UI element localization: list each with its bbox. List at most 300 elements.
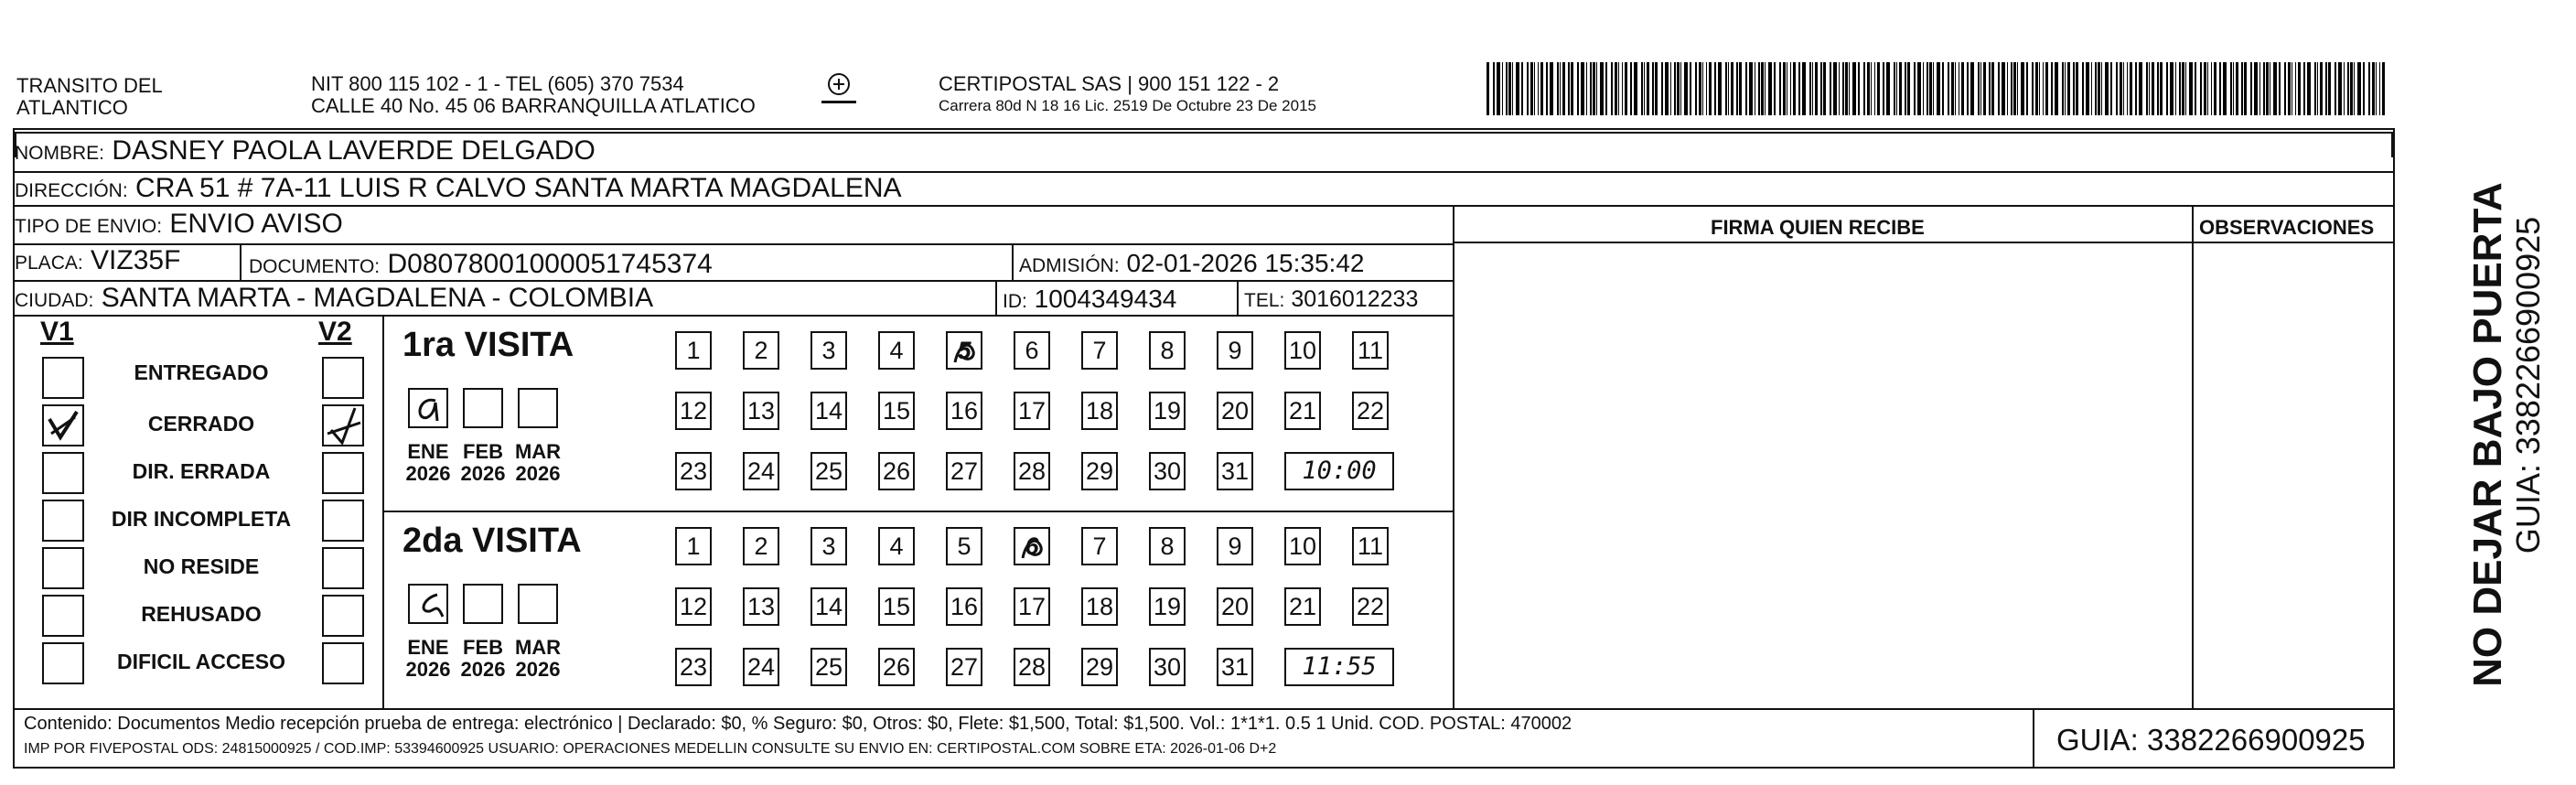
barcode-bar — [2347, 62, 2349, 115]
barcode-bar — [1655, 62, 1658, 115]
nit-line: NIT 800 115 102 - 1 - TEL (605) 370 7534 — [311, 72, 684, 95]
barcode-bar — [1527, 62, 1529, 115]
barcode-bar — [1978, 62, 1980, 115]
barcode-bar — [1695, 62, 1697, 115]
day-box[interactable]: 23 — [675, 648, 712, 686]
barcode-bar — [1590, 62, 1592, 115]
barcode-bar — [2157, 62, 2159, 115]
v1-checkbox[interactable] — [42, 452, 84, 494]
day-box[interactable]: 24 — [743, 452, 779, 490]
status-option-label: CERRADO — [147, 412, 255, 436]
barcode-bar — [2200, 62, 2202, 115]
barcode-bar — [2328, 62, 2331, 115]
barcode-bar — [2288, 62, 2291, 115]
day-box[interactable]: 31 — [1217, 452, 1253, 490]
barcode-bar — [2073, 62, 2075, 115]
placa-row — [15, 247, 180, 274]
month-checkbox[interactable] — [518, 388, 558, 428]
barcode-bar — [2204, 62, 2206, 115]
barcode-bar — [2105, 62, 2109, 115]
tipo-value: ENVIO AVISO — [169, 209, 343, 239]
day-box[interactable]: 19 — [1149, 587, 1186, 626]
barcode-bar — [1680, 62, 1681, 115]
barcode-bar — [1670, 62, 1671, 115]
day-box[interactable]: 4 — [878, 331, 915, 370]
month-label — [506, 637, 570, 681]
day-box[interactable]: 20 — [1217, 587, 1253, 626]
barcode-bar — [2043, 62, 2044, 115]
barcode-bar — [1980, 62, 1981, 115]
status-option-label: DIFICIL ACCESO — [116, 650, 285, 673]
v2-checkbox[interactable] — [322, 642, 364, 684]
v2-checkbox[interactable] — [322, 357, 364, 399]
v1-checkbox[interactable] — [42, 404, 84, 446]
v2-checkbox[interactable] — [322, 547, 364, 589]
barcode-bar — [1842, 62, 1844, 115]
barcode-bar — [2334, 62, 2336, 115]
tel-value: 3016012233 — [1291, 286, 1419, 312]
day-box[interactable]: 8 — [1149, 331, 1186, 370]
barcode-bar — [2382, 62, 2385, 115]
day-box[interactable]: 15 — [878, 392, 915, 430]
barcode-bar — [1923, 62, 1924, 115]
barcode-bar — [1749, 62, 1753, 115]
barcode-bar — [1661, 62, 1663, 115]
row-line — [13, 205, 2395, 207]
barcode-bar — [2086, 62, 2089, 115]
documento-label: DOCUMENTO: — [249, 256, 381, 277]
carrier-line: CERTIPOSTAL SAS | 900 151 122 - 2 — [939, 72, 1280, 95]
barcode-bar — [1812, 62, 1813, 115]
day-box[interactable]: 10 — [1284, 527, 1321, 565]
barcode-bar — [1798, 62, 1800, 115]
month-year: 2026 — [515, 462, 561, 485]
id-field — [1003, 285, 1176, 314]
day-box[interactable]: 9 — [1217, 331, 1253, 370]
barcode-bar — [2350, 62, 2353, 115]
barcode-bar — [1948, 62, 1949, 115]
month-year: 2026 — [515, 658, 561, 681]
barcode-bar — [1765, 62, 1766, 115]
day-box[interactable]: 8 — [1149, 527, 1186, 565]
day-box[interactable]: 25 — [810, 452, 847, 490]
barcode-bar — [1718, 62, 1722, 115]
ciudad-label: CIUDAD: — [15, 290, 94, 311]
month-checkbox[interactable] — [408, 388, 448, 428]
barcode-bar — [1802, 62, 1806, 115]
day-box[interactable]: 11 — [1352, 527, 1389, 565]
barcode-bar — [1586, 62, 1587, 115]
documento-value: D08078001000051745374 — [387, 249, 713, 279]
barcode-bar — [1550, 62, 1553, 115]
barcode-bar — [1600, 62, 1604, 115]
row-line — [13, 315, 1454, 317]
day-box[interactable]: 11 — [1352, 331, 1389, 370]
day-box[interactable]: 3 — [810, 331, 847, 370]
barcode-bar — [2303, 62, 2305, 115]
day-box[interactable]: 4 — [878, 527, 915, 565]
day-box[interactable]: 24 — [743, 648, 779, 686]
day-box[interactable]: 3 — [810, 527, 847, 565]
v1-checkbox[interactable] — [42, 595, 84, 637]
barcode-bar — [1641, 62, 1643, 115]
ciudad-row — [15, 285, 653, 311]
day-box[interactable]: 12 — [675, 392, 712, 430]
month-checkbox[interactable] — [463, 388, 503, 428]
no-dejar-text: NO DEJAR BAJO PUERTA — [2465, 182, 2510, 687]
barcode-bar — [2098, 62, 2100, 115]
row-line — [382, 511, 1453, 512]
barcode-bar — [1783, 62, 1786, 115]
barcode-bar — [1839, 62, 1840, 115]
barcode-bar — [1512, 62, 1513, 115]
barcode-bar — [1647, 62, 1649, 115]
placa-value: VIZ35F — [91, 245, 181, 275]
barcode-bar — [1914, 62, 1916, 115]
day-box[interactable]: 16 — [946, 587, 982, 626]
barcode-bar — [2051, 62, 2053, 115]
col-line — [1453, 205, 1454, 708]
barcode-bar — [1790, 62, 1791, 115]
carrier-info — [939, 73, 1316, 117]
barcode-bar — [1521, 62, 1523, 115]
barcode-bar — [1644, 62, 1645, 115]
barcode-bar — [1896, 62, 1897, 115]
day-box[interactable]: 27 — [946, 648, 982, 686]
barcode-bar — [1942, 62, 1944, 115]
barcode-bar — [1502, 62, 1503, 115]
barcode-bar — [2067, 62, 2070, 115]
day-box[interactable]: 22 — [1352, 392, 1389, 430]
day-box[interactable]: 15 — [878, 587, 915, 626]
barcode-bar — [2279, 62, 2281, 115]
barcode-bar — [2182, 62, 2184, 115]
barcode-bar — [1630, 62, 1632, 115]
barcode-bar — [1684, 62, 1688, 115]
day-box[interactable]: 30 — [1149, 648, 1186, 686]
admision-field — [1019, 249, 1364, 278]
month-year: 2026 — [460, 462, 506, 485]
barcode-bar — [2259, 62, 2260, 115]
barcode-bar — [1907, 62, 1910, 115]
v1-checkbox[interactable] — [42, 642, 84, 684]
day-box[interactable]: 1 — [675, 331, 712, 370]
day-box[interactable]: 13 — [743, 587, 779, 626]
guia-footer: GUIA: 3382266900925 — [2056, 723, 2366, 757]
col-line — [240, 243, 242, 280]
barcode-bar — [1951, 62, 1954, 115]
barcode-bar — [2175, 62, 2176, 115]
barcode-bar — [1905, 62, 1906, 115]
guia-side-text: GUIA: 3382266900925 — [2509, 216, 2547, 554]
barcode-bar — [1768, 62, 1772, 115]
imp-text: IMP POR FIVEPOSTAL ODS: 24815000925 / COD.IMP: 53394600925 USUARIO: OPERACIONES MEDELLIN CONSULTE SU ENVIO EN: CERTIPOSTAL.COM SOBRE ETA: 2026-01-06 D+2 — [24, 741, 1277, 757]
barcode-bar — [1779, 62, 1781, 115]
visit-time[interactable]: 10:00 — [1284, 452, 1394, 490]
day-box[interactable]: 2 — [743, 527, 779, 565]
barcode-bar — [2363, 62, 2365, 115]
barcode-bar — [1562, 62, 1565, 115]
barcode-bar — [2230, 62, 2232, 115]
barcode-bar — [1611, 62, 1613, 115]
barcode-bar — [2233, 62, 2234, 115]
v2-checkbox[interactable] — [322, 500, 364, 542]
day-box[interactable]: 6 — [1014, 331, 1050, 370]
nombre-row — [15, 137, 596, 164]
barcode-bar — [2179, 62, 2181, 115]
barcode-bar — [1622, 62, 1623, 115]
barcode — [1487, 62, 2401, 117]
status-option-label: DIR INCOMPLETA — [111, 507, 292, 531]
day-box[interactable]: 5 — [946, 527, 982, 565]
barcode-bar — [1830, 62, 1831, 115]
day-box[interactable]: 23 — [675, 452, 712, 490]
col-line — [995, 280, 997, 315]
certipostal-logo-icon — [816, 68, 862, 113]
month-checkbox[interactable] — [408, 584, 448, 624]
barcode-bar — [2189, 62, 2193, 115]
day-box[interactable]: 27 — [946, 452, 982, 490]
barcode-bar — [1506, 62, 1508, 115]
barcode-bar — [2266, 62, 2269, 115]
day-box[interactable]: 26 — [878, 648, 915, 686]
barcode-bar — [2214, 62, 2216, 115]
barcode-bar — [2273, 62, 2277, 115]
barcode-bar — [1852, 62, 1856, 115]
barcode-bar — [2320, 62, 2323, 115]
barcode-bar — [1863, 62, 1865, 115]
day-box[interactable]: 21 — [1284, 392, 1321, 430]
v1-checkbox[interactable] — [42, 500, 84, 542]
day-box[interactable]: 25 — [810, 648, 847, 686]
day-box[interactable]: 12 — [675, 587, 712, 626]
barcode-bar — [2376, 62, 2377, 115]
barcode-bar — [2338, 62, 2342, 115]
barcode-bar — [1652, 62, 1654, 115]
month-checkbox[interactable] — [518, 584, 558, 624]
barcode-bar — [1625, 62, 1627, 115]
barcode-bar — [1731, 62, 1733, 115]
barcode-bar — [2241, 62, 2243, 115]
barcode-bar — [2207, 62, 2208, 115]
barcode-bar — [2160, 62, 2163, 115]
month-name: FEB — [463, 636, 503, 659]
barcode-bar — [2295, 62, 2296, 115]
barcode-bar — [1883, 62, 1884, 115]
v2-checkbox[interactable] — [322, 404, 364, 446]
row-line — [13, 243, 1454, 245]
barcode-bar — [2120, 62, 2122, 115]
day-box[interactable]: 28 — [1014, 648, 1050, 686]
barcode-bar — [1809, 62, 1811, 115]
license-line: Carrera 80d N 18 16 Lic. 2519 De Octubre 23 De 2015 — [939, 97, 1316, 114]
barcode-bar — [2219, 62, 2221, 115]
barcode-bar — [2314, 62, 2316, 115]
barcode-bar — [2039, 62, 2040, 115]
barcode-bar — [2035, 62, 2038, 115]
day-box[interactable]: 17 — [1014, 392, 1050, 430]
status-option-label: DIR. ERRADA — [132, 459, 271, 483]
visit-title: 1ra VISITA — [402, 326, 574, 364]
nombre-value: DASNEY PAOLA LAVERDE DELGADO — [112, 135, 596, 166]
day-box[interactable]: 28 — [1014, 452, 1050, 490]
month-name: FEB — [463, 440, 503, 463]
barcode-bar — [1508, 62, 1511, 115]
col-line — [1237, 280, 1239, 315]
day-box[interactable]: 20 — [1217, 392, 1253, 430]
barcode-bar — [2344, 62, 2345, 115]
visit-title: 2da VISITA — [402, 522, 582, 560]
col-line — [2033, 708, 2034, 769]
barcode-bar — [1605, 62, 1607, 115]
barcode-bar — [2062, 62, 2064, 115]
tipo-row — [15, 210, 343, 237]
barcode-bar — [1538, 62, 1539, 115]
barcode-bar — [1867, 62, 1870, 115]
barcode-bar — [1665, 62, 1669, 115]
barcode-bar — [1497, 62, 1500, 115]
status-option-label: REHUSADO — [141, 602, 262, 626]
barcode-bar — [2307, 62, 2311, 115]
tipo-label: TIPO DE ENVIO: — [15, 216, 163, 237]
barcode-bar — [1534, 62, 1535, 115]
barcode-bar — [2166, 62, 2168, 115]
barcode-bar — [2045, 62, 2048, 115]
day-box[interactable]: 6 — [1014, 527, 1050, 565]
barcode-bar — [1758, 62, 1760, 115]
day-box[interactable]: 31 — [1217, 648, 1253, 686]
barcode-bar — [2195, 62, 2196, 115]
barcode-bar — [1871, 62, 1872, 115]
sender-name — [16, 75, 163, 119]
barcode-bar — [1917, 62, 1921, 115]
barcode-bar — [2002, 62, 2005, 115]
day-box[interactable]: 10 — [1284, 331, 1321, 370]
day-box[interactable]: 7 — [1081, 331, 1118, 370]
barcode-bar — [1774, 62, 1776, 115]
barcode-bar — [2007, 62, 2008, 115]
barcode-bar — [1546, 62, 1548, 115]
form-frame — [13, 128, 2395, 769]
day-box[interactable]: 26 — [878, 452, 915, 490]
barcode-bar — [2065, 62, 2066, 115]
documento-field — [249, 249, 713, 280]
barcode-bar — [1493, 62, 1495, 115]
barcode-bar — [2250, 62, 2252, 115]
barcode-bar — [1967, 62, 1969, 115]
v1-checkbox[interactable] — [42, 357, 84, 399]
day-box[interactable]: 19 — [1149, 392, 1186, 430]
barcode-bar — [2284, 62, 2286, 115]
day-box[interactable]: 1 — [675, 527, 712, 565]
barcode-bar — [1557, 62, 1559, 115]
day-box[interactable]: 18 — [1081, 392, 1118, 430]
barcode-bar — [2149, 62, 2150, 115]
sender-line-1: TRANSITO DEL — [16, 74, 163, 97]
barcode-bar — [2110, 62, 2112, 115]
barcode-bar — [1983, 62, 1986, 115]
barcode-bar — [1998, 62, 2000, 115]
month-year: 2026 — [460, 658, 506, 681]
barcode-bar — [1706, 62, 1707, 115]
day-box[interactable]: 13 — [743, 392, 779, 430]
day-box[interactable]: 14 — [810, 587, 847, 626]
barcode-bar — [2317, 62, 2318, 115]
v2-checkbox[interactable] — [322, 452, 364, 494]
barcode-bar — [2135, 62, 2137, 115]
barcode-bar — [1849, 62, 1850, 115]
day-box[interactable]: 22 — [1352, 587, 1389, 626]
month-name: MAR — [514, 440, 562, 463]
v1-checkbox[interactable] — [42, 547, 84, 589]
barcode-bar — [1618, 62, 1619, 115]
admision-value: 02-01-2026 15:35:42 — [1126, 249, 1365, 277]
barcode-bar — [1677, 62, 1680, 115]
v2-checkbox[interactable] — [322, 595, 364, 637]
col-header-line — [1453, 242, 2395, 243]
day-box[interactable]: 7 — [1081, 527, 1118, 565]
barcode-bar — [1728, 62, 1729, 115]
day-box[interactable]: 18 — [1081, 587, 1118, 626]
day-box[interactable]: 2 — [743, 331, 779, 370]
day-box[interactable]: 5 — [946, 331, 982, 370]
barcode-bar — [1739, 62, 1742, 115]
day-box[interactable]: 9 — [1217, 527, 1253, 565]
barcode-bar — [2146, 62, 2148, 115]
barcode-bar — [1874, 62, 1875, 115]
day-box[interactable]: 29 — [1081, 452, 1118, 490]
barcode-bar — [2254, 62, 2258, 115]
visit-time[interactable]: 11:55 — [1284, 648, 1394, 686]
barcode-bar — [1894, 62, 1895, 115]
barcode-bar — [2263, 62, 2265, 115]
barcode-bar — [1581, 62, 1584, 115]
barcode-bar — [1714, 62, 1716, 115]
barcode-bar — [1530, 62, 1533, 115]
barcode-bar — [2354, 62, 2355, 115]
barcode-bar — [2298, 62, 2301, 115]
col-line — [1012, 243, 1014, 280]
ciudad-value: SANTA MARTA - MAGDALENA - COLOMBIA — [101, 283, 654, 313]
barcode-bar — [1823, 62, 1826, 115]
barcode-bar — [2223, 62, 2227, 115]
col-line — [2192, 205, 2194, 708]
day-box[interactable]: 14 — [810, 392, 847, 430]
admision-label: ADMISIÓN: — [1019, 255, 1120, 276]
barcode-bar — [1820, 62, 1822, 115]
barcode-bar — [1793, 62, 1796, 115]
day-box[interactable]: 21 — [1284, 587, 1321, 626]
barcode-bar — [2185, 62, 2186, 115]
barcode-bar — [2372, 62, 2375, 115]
day-box[interactable]: 17 — [1014, 587, 1050, 626]
side-notice — [2408, 165, 2547, 687]
barcode-bar — [1634, 62, 1637, 115]
month-checkbox[interactable] — [463, 584, 503, 624]
day-box[interactable]: 30 — [1149, 452, 1186, 490]
barcode-bar — [2152, 62, 2154, 115]
barcode-bar — [2013, 62, 2016, 115]
observaciones-header: OBSERVACIONES — [2199, 216, 2375, 239]
barcode-bar — [2368, 62, 2370, 115]
month-label — [506, 441, 570, 485]
sender-address: CALLE 40 No. 45 06 BARRANQUILLA ATLATICO — [311, 94, 756, 117]
barcode-bar — [1577, 62, 1579, 115]
barcode-bar — [1761, 62, 1764, 115]
day-box[interactable]: 16 — [946, 392, 982, 430]
barcode-bar — [2032, 62, 2034, 115]
day-box[interactable]: 29 — [1081, 648, 1118, 686]
